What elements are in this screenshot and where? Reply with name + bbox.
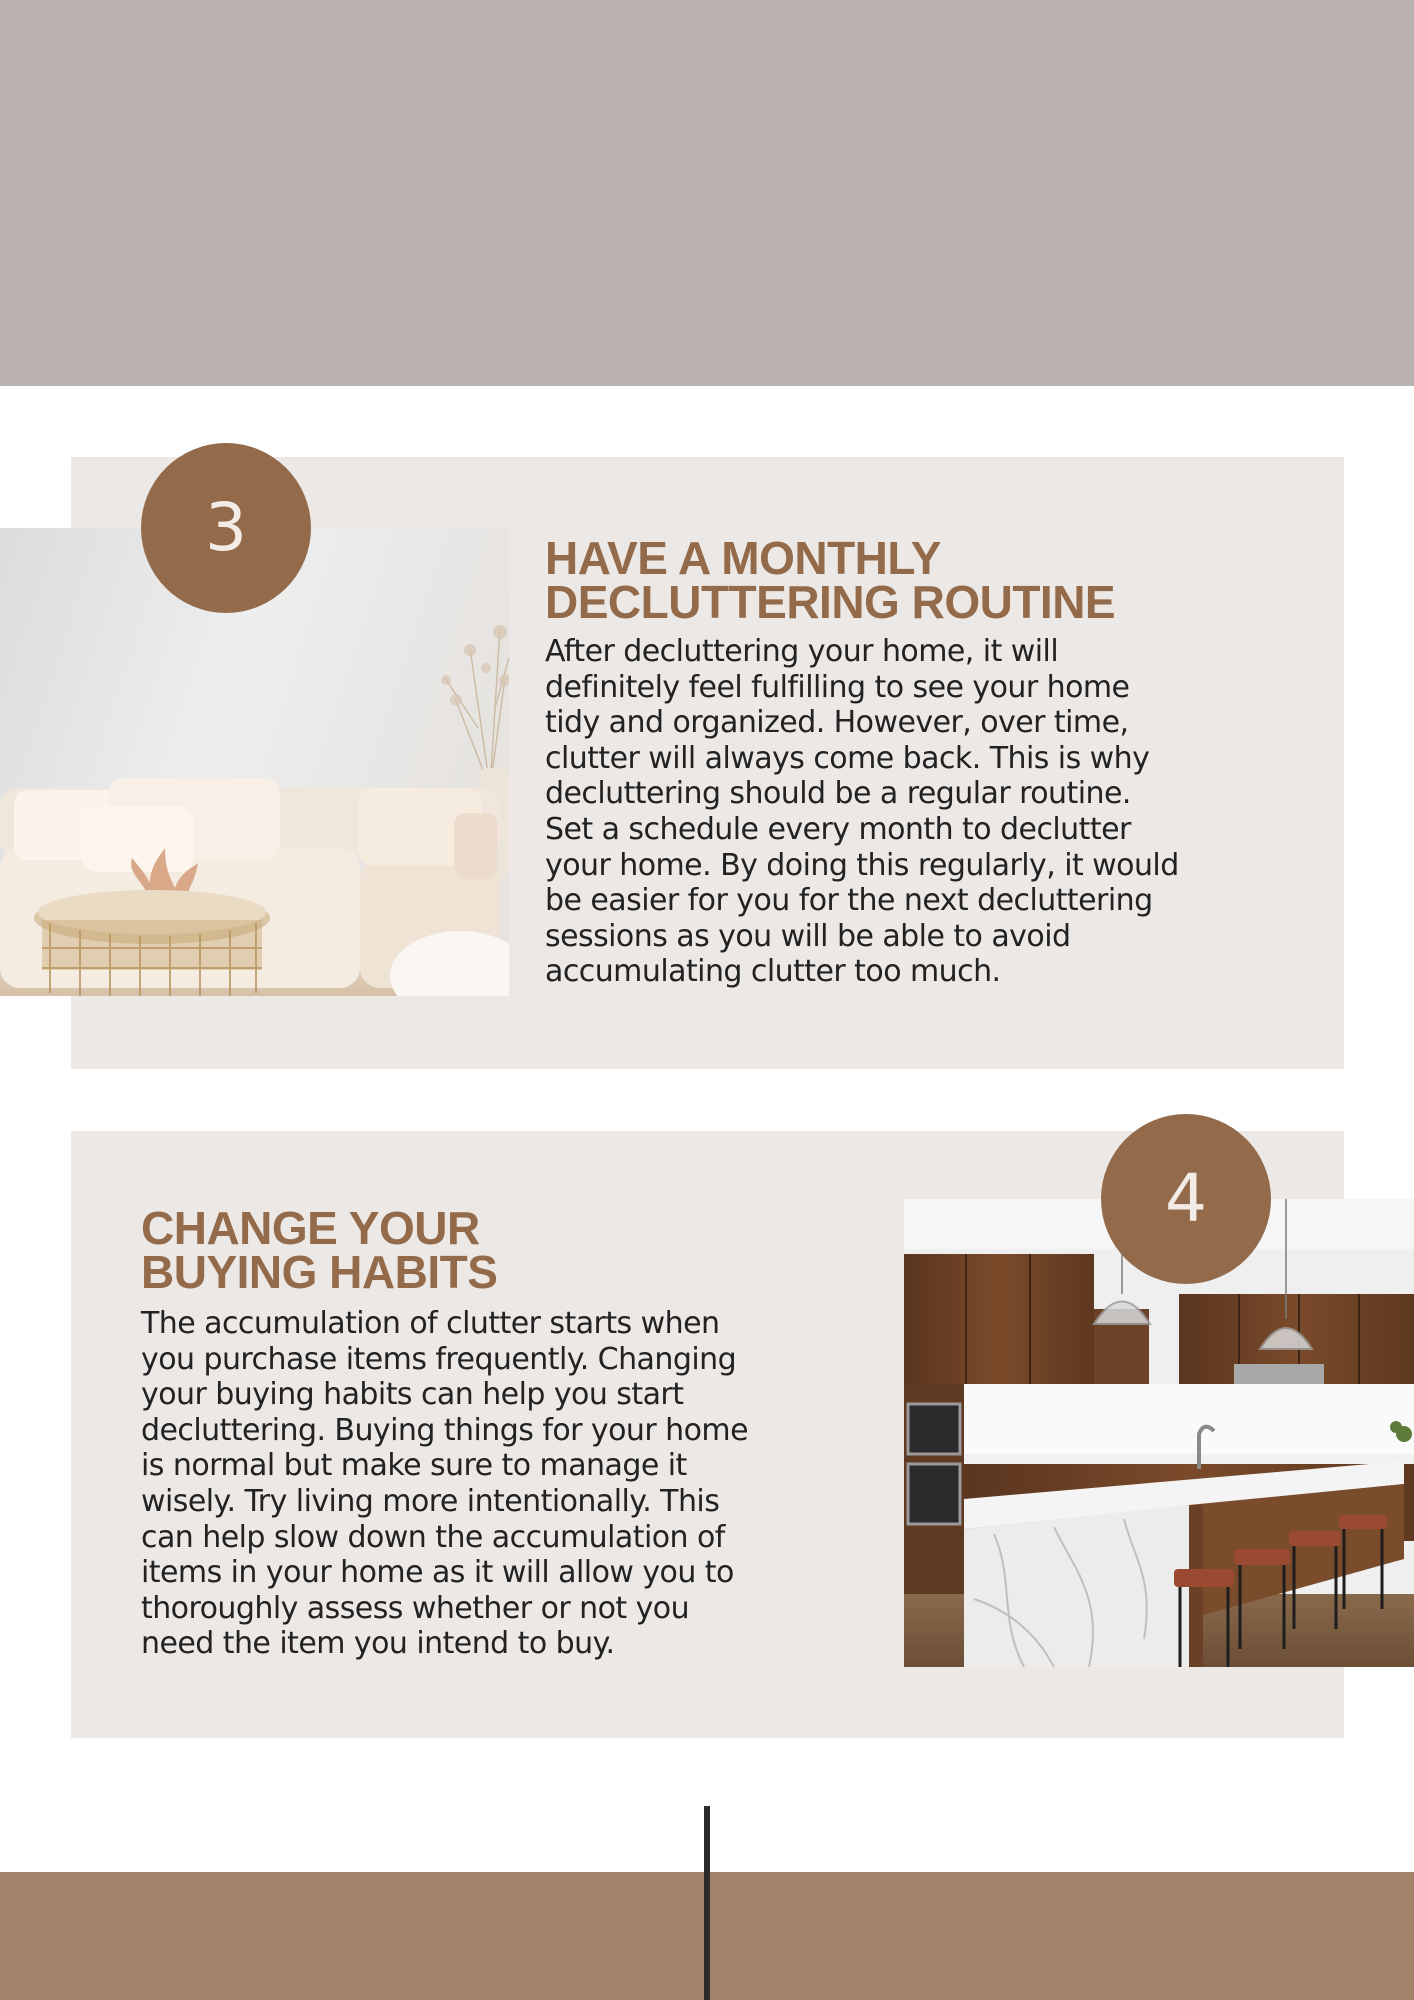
body-line: need the item you intend to buy.: [141, 1626, 615, 1662]
heading-line: BUYING HABITS: [141, 1246, 498, 1298]
step-number-badge: 4: [1101, 1114, 1271, 1284]
section-heading: [545, 532, 1116, 628]
body-line: your home. By doing this regularly, it would: [545, 847, 1179, 883]
body-line: Set a schedule every month to declutter: [545, 811, 1131, 847]
body-line: clutter will always come back. This is why: [545, 740, 1150, 776]
body-line: is normal but make sure to manage it: [141, 1448, 687, 1484]
body-line: decluttering should be a regular routine.: [545, 776, 1131, 812]
section-heading: [141, 1202, 498, 1298]
body-line: accumulating clutter too much.: [545, 954, 1001, 990]
body-line: sessions as you will be able to avoid: [545, 918, 1071, 954]
step-number-badge: 3: [141, 443, 311, 613]
section-body: [141, 1306, 748, 1662]
body-line: thoroughly assess whether or not you: [141, 1590, 690, 1626]
body-line: definitely feel fulfilling to see your home: [545, 669, 1130, 705]
heading-line: CHANGE YOUR: [141, 1202, 480, 1254]
heading-line: DECLUTTERING ROUTINE: [545, 576, 1116, 628]
body-line: items in your home as it will allow you to: [141, 1555, 734, 1591]
body-line: can help slow down the accumulation of: [141, 1519, 725, 1555]
body-line: tidy and organized. However, over time,: [545, 705, 1129, 741]
body-line: you purchase items frequently. Changing: [141, 1341, 737, 1377]
body-line: decluttering. Buying things for your home: [141, 1412, 749, 1448]
header-band: [0, 0, 1414, 386]
vertical-divider: [704, 1806, 710, 2000]
heading-line: HAVE A MONTHLY: [545, 532, 941, 584]
section-body: [545, 634, 1179, 990]
body-line: wisely. Try living more intentionally. This: [141, 1483, 720, 1519]
body-line: After decluttering your home, it will: [545, 634, 1059, 669]
body-line: be easier for you for the next decluttering: [545, 883, 1153, 919]
body-line: The accumulation of clutter starts when: [141, 1306, 720, 1341]
body-line: your buying habits can help you start: [141, 1377, 684, 1413]
